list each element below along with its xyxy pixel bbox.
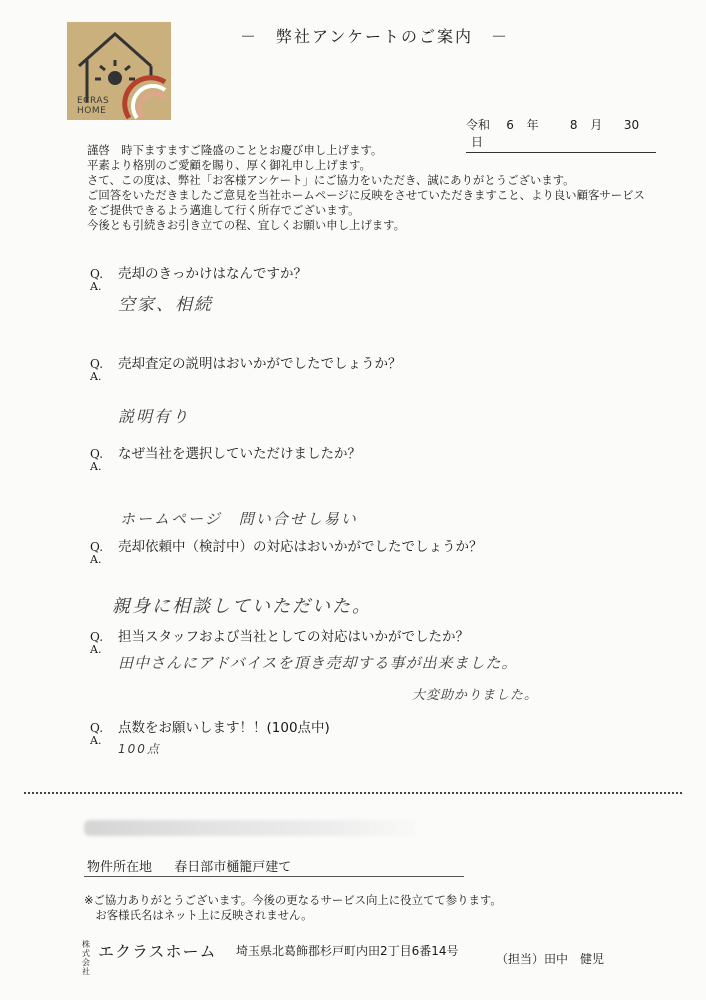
a-marker: A. [90, 643, 102, 656]
greeting-line: ご回答をいただきましたご意見を当社ホームページに反映をさせていただきますこと、より良い顧客サービス [87, 188, 645, 202]
answer-5-line2: 大変助かりました。 [412, 688, 539, 703]
dotted-divider [24, 792, 682, 794]
q-marker: Q. [90, 540, 104, 554]
logo-text-line2: HOME [77, 106, 107, 116]
company-type: 株式会社 [82, 940, 90, 976]
date-day-unit: 日 [470, 135, 483, 149]
question-text: 売却のきっかけはなんですか？ [118, 266, 307, 282]
question-1 [90, 262, 307, 282]
answer-3: ホームページ 問い合せし易い [120, 510, 358, 528]
question-text: なぜ当社を選択していただけましたか？ [118, 446, 361, 462]
q-marker: Q. [90, 357, 104, 371]
staff-name: 田中 健児 [544, 952, 605, 966]
date-day: 30 [623, 118, 640, 132]
date-month: 8 [569, 118, 578, 132]
a-marker: A. [90, 370, 102, 383]
footer-notes [84, 893, 502, 923]
date-year: 6 [506, 118, 514, 132]
date-era: 令和 [466, 118, 491, 132]
property-underline [84, 876, 464, 877]
question-2 [90, 352, 402, 372]
property-value: 春日部市樋籠戸建て [174, 860, 292, 875]
question-text: 売却依頼中（検討中）の対応はおいかがでしたでしょうか？ [118, 539, 483, 555]
question-text: 点数をお願いします！！(100点中) [118, 720, 330, 736]
greeting-line: さて、この度は、弊社「お客様アンケート」にご協力をいただき、誠にありがとうございます。 [87, 173, 575, 187]
q-marker: Q. [90, 267, 104, 281]
answer-5: 田中さんにアドバイスを頂き売却する事が出来ました。 [118, 654, 518, 672]
question-5 [90, 625, 469, 645]
q-marker: Q. [90, 447, 104, 461]
property-label: 物件所在地 [87, 860, 153, 875]
logo-text-line1: ECRAS [77, 96, 110, 106]
property-location [87, 856, 291, 875]
date-month-unit: 月 [590, 118, 603, 132]
a-marker: A. [90, 280, 102, 293]
q-marker: Q. [90, 721, 104, 735]
staff-label: （担当） [496, 952, 545, 966]
question-4 [90, 535, 483, 555]
note-line: ※ご協力ありがとうございます。今後の更なるサービス向上に役立てて参ります。 [84, 893, 502, 907]
answer-1: 空家、相続 [118, 295, 213, 315]
question-text: 売却査定の説明はおいかがでしたでしょうか？ [118, 356, 402, 372]
greeting-line: 謹啓 時下ますますご隆盛のこととお慶び申し上げます。 [87, 143, 383, 157]
q-marker: Q. [90, 630, 104, 644]
greeting-text [87, 143, 677, 233]
logo-text [77, 96, 137, 116]
greeting-line: をご提供できるよう邁進して行く所存でございます。 [87, 203, 360, 217]
staff-in-charge [496, 950, 604, 967]
answer-6: 100点 [118, 742, 161, 756]
answer-4: 親身に相談していただいた。 [112, 596, 372, 617]
a-marker: A. [90, 460, 102, 473]
question-6 [90, 716, 330, 736]
a-marker: A. [90, 553, 102, 566]
a-marker: A. [90, 734, 102, 747]
redacted-customer-name [84, 820, 424, 836]
date-year-unit: 年 [526, 118, 539, 132]
greeting-line: 今後とも引続きお引き立ての程、宜しくお願い申し上げます。 [87, 218, 406, 232]
question-3 [90, 442, 361, 462]
greeting-line: 平素より格別のご愛顧を賜り、厚く御礼申し上げます。 [87, 158, 371, 172]
company-address: 埼玉県北葛飾郡杉戸町内田2丁目6番14号 [236, 944, 459, 958]
question-text: 担当スタッフおよび当社としての対応はいかがでしたか？ [118, 629, 469, 645]
note-line: お客様氏名はネット上に反映されません。 [84, 908, 313, 922]
company-name: エクラスホーム [98, 942, 217, 961]
page-title: － 弊社アンケートのご案内 － [240, 27, 510, 46]
company-logo [67, 22, 171, 120]
answer-2: 説明有り [118, 407, 191, 426]
